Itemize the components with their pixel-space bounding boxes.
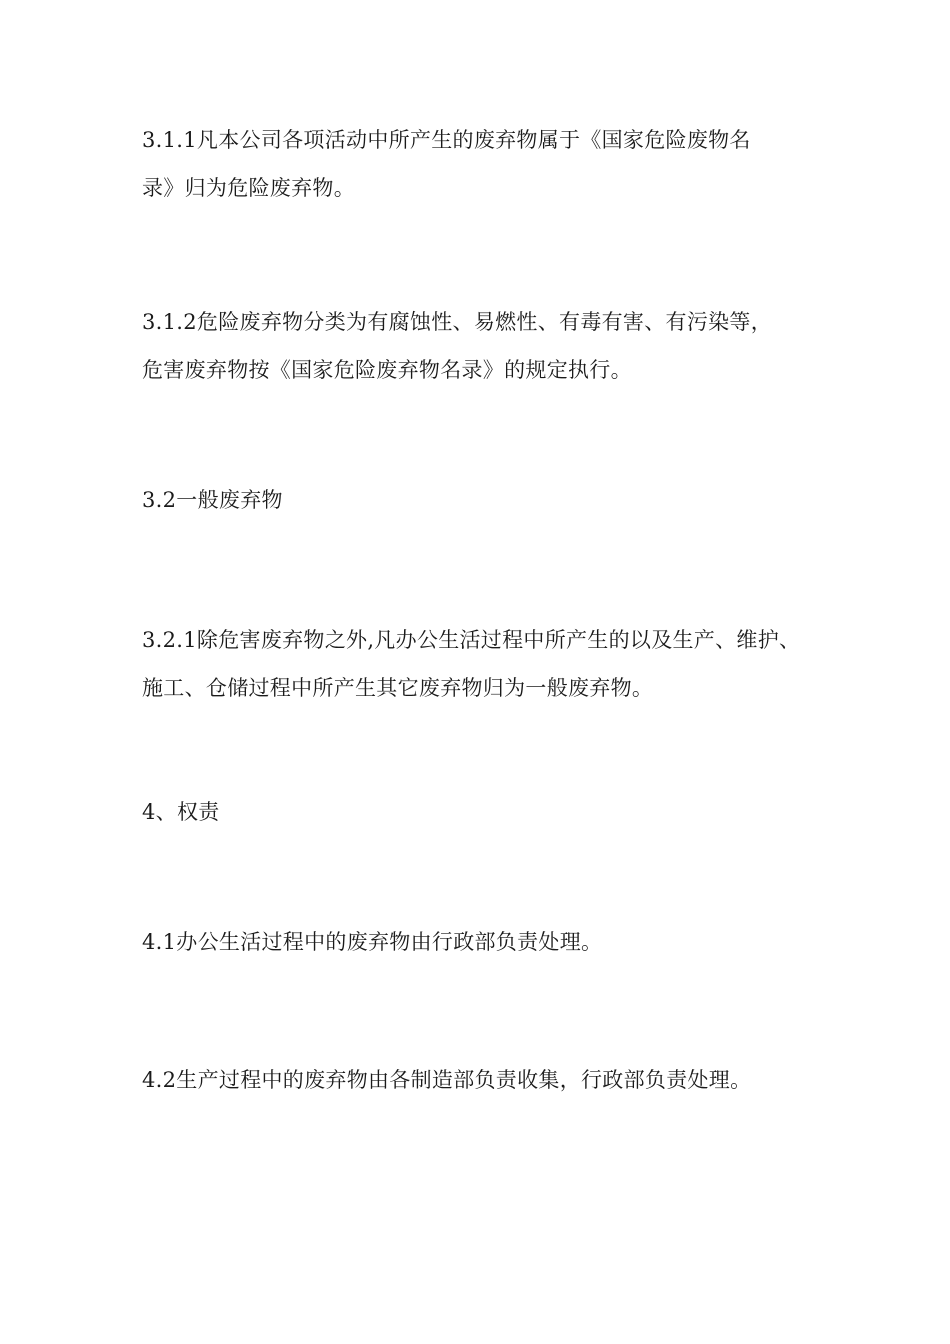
heading-4: 4、权责: [142, 800, 220, 824]
paragraph-3-1-2: 3.1.2危险废弃物分类为有腐蚀性、易燃性、有毒有害、有污染等， 危害废弃物按《国家危险废弃物名录》的规定执行。: [142, 310, 773, 382]
paragraph-4-1: 4.1办公生活过程中的废弃物由行政部负责处理。: [142, 930, 603, 954]
paragraph-3-2-1: 3.2.1除危害废弃物之外,凡办公生活过程中所产生的以及生产、维护、 施工、仓储过程中所产生其它废弃物归为一般废弃物。: [142, 628, 801, 700]
paragraph-3-1-1: 3.1.1凡本公司各项活动中所产生的废弃物属于《国家危险废物名 录》归为危险废弃物。: [142, 128, 751, 200]
paragraph-4-2: 4.2生产过程中的废弃物由各制造部负责收集，行政部负责处理。: [142, 1068, 752, 1092]
heading-3-2: 3.2一般废弃物: [142, 488, 283, 512]
